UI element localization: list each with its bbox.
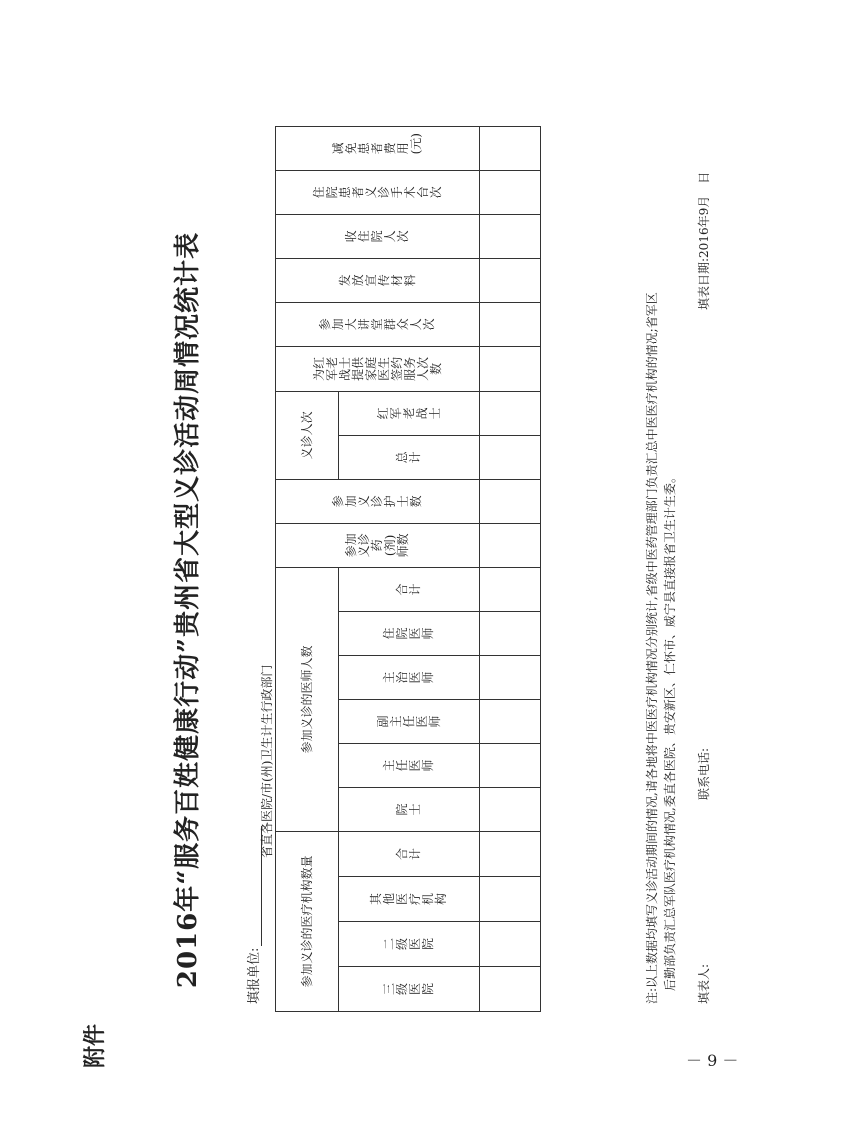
- cell-nurses[interactable]: [480, 479, 541, 523]
- col-doc-attending: [339, 655, 480, 699]
- col-lecture-label: 参加大讲堂群众人次: [318, 318, 436, 331]
- col-inst-other-label: 其他医疗机构: [369, 892, 448, 905]
- group-visits: 义诊人次: [276, 391, 339, 479]
- cell-visit-total[interactable]: [480, 435, 541, 479]
- page-title: 2016年“服务百姓健康行动”贵州省大型义诊活动周情况统计表: [173, 231, 203, 989]
- col-doc-chief: [339, 743, 480, 787]
- cell-doc-academician[interactable]: [480, 787, 541, 831]
- group-doctors: 参加义诊的医师人数: [276, 567, 339, 831]
- col-inst-total: [339, 831, 480, 876]
- fill-unit-note: 省直各医院/市(州)卫生计生行政部门: [260, 664, 274, 858]
- filler-label: 填表人:: [697, 963, 711, 1004]
- col-doc-total-label: 合计: [395, 583, 422, 596]
- statistics-table: [275, 126, 541, 1012]
- col-family-doctor-label: 为红军老战士提供家庭医生签约服务人次数: [311, 356, 443, 381]
- col-materials: [276, 258, 480, 302]
- cell-doc-attending[interactable]: [480, 655, 541, 699]
- cell-admissions[interactable]: [480, 214, 541, 258]
- col-fee-reduction: [276, 126, 480, 170]
- cell-inst-total[interactable]: [480, 831, 541, 876]
- col-inst-other: [339, 877, 480, 922]
- cell-doc-total[interactable]: [480, 567, 541, 611]
- fill-unit-label: 填报单位:: [247, 947, 262, 1004]
- attachment-label: 附件: [83, 1023, 108, 1068]
- note-line-2: 后勤部负责汇总军队医疗机构情况,委直各医院、贵安新区、仁怀市、威宁县直接报省卫生计生委。: [663, 471, 677, 991]
- col-doc-academician-label: 院士: [395, 803, 422, 816]
- table-row: [480, 126, 541, 1011]
- col-surgeries-label: 住院患者义诊手术台次: [311, 186, 443, 199]
- col-pharmacists: [276, 523, 480, 567]
- cell-fee-reduction[interactable]: [480, 126, 541, 170]
- col-fee-reduction-label: 减免患者费用(元): [331, 133, 423, 155]
- cell-inst-other[interactable]: [480, 877, 541, 922]
- cell-doc-resident[interactable]: [480, 611, 541, 655]
- col-doc-resident: [339, 611, 480, 655]
- col-surgeries: [276, 170, 480, 214]
- cell-inst-2a[interactable]: [480, 922, 541, 967]
- cell-lecture[interactable]: [480, 302, 541, 346]
- col-doc-total: [339, 567, 480, 611]
- col-admissions: [276, 214, 480, 258]
- col-doc-academician: [339, 787, 480, 831]
- col-inst-3a-label: 三级医院: [382, 982, 435, 995]
- cell-surgeries[interactable]: [480, 170, 541, 214]
- col-visit-total-label: 总计: [395, 451, 422, 464]
- col-nurses-label: 参加义诊护士数: [331, 495, 423, 508]
- note-line-1: 注:以上数据均填写义诊活动期间的情况,请各地将中医医疗机构情况分别统计,省级中医药管理部门负责汇总中医医疗机构的情况;省军区: [645, 292, 659, 1004]
- group-institutions: 参加义诊的医疗机构数量: [276, 831, 339, 1011]
- col-inst-3a: [339, 967, 480, 1012]
- fill-date: 填表日期:2016年9月 日: [697, 171, 711, 310]
- col-doc-chief-label: 主任医师: [382, 759, 435, 772]
- col-nurses: [276, 479, 480, 523]
- col-doc-vice-chief: [339, 699, 480, 743]
- col-doc-attending-label: 主治医师: [382, 671, 435, 684]
- col-inst-2a: [339, 922, 480, 967]
- col-pharmacists-label: 参加义诊药(剂)师数: [344, 533, 410, 558]
- cell-materials[interactable]: [480, 258, 541, 302]
- cell-doc-chief[interactable]: [480, 743, 541, 787]
- page-number: － 9 －: [686, 1051, 739, 1070]
- cell-family-doctor[interactable]: [480, 346, 541, 391]
- col-doc-resident-label: 住院医师: [382, 627, 435, 640]
- col-admissions-label: 收住院人次: [344, 230, 410, 243]
- col-family-doctor: [276, 346, 480, 391]
- col-inst-total-label: 合计: [395, 847, 422, 860]
- phone-label: 联系电话:: [697, 747, 711, 800]
- col-visit-veterans: [339, 391, 480, 435]
- col-lecture: [276, 302, 480, 346]
- cell-visit-veterans[interactable]: [480, 391, 541, 435]
- rotated-page-content: [75, 120, 725, 1100]
- col-inst-2a-label: 二级医院: [382, 937, 435, 950]
- cell-doc-vice-chief[interactable]: [480, 699, 541, 743]
- col-materials-label: 发放宣传材料: [337, 274, 417, 287]
- cell-pharmacists[interactable]: [480, 523, 541, 567]
- col-visit-veterans-label: 红军老战士: [375, 407, 442, 420]
- col-visit-total: [339, 435, 480, 479]
- col-doc-vice-chief-label: 副主任医师: [375, 715, 442, 728]
- cell-inst-3a[interactable]: [480, 967, 541, 1012]
